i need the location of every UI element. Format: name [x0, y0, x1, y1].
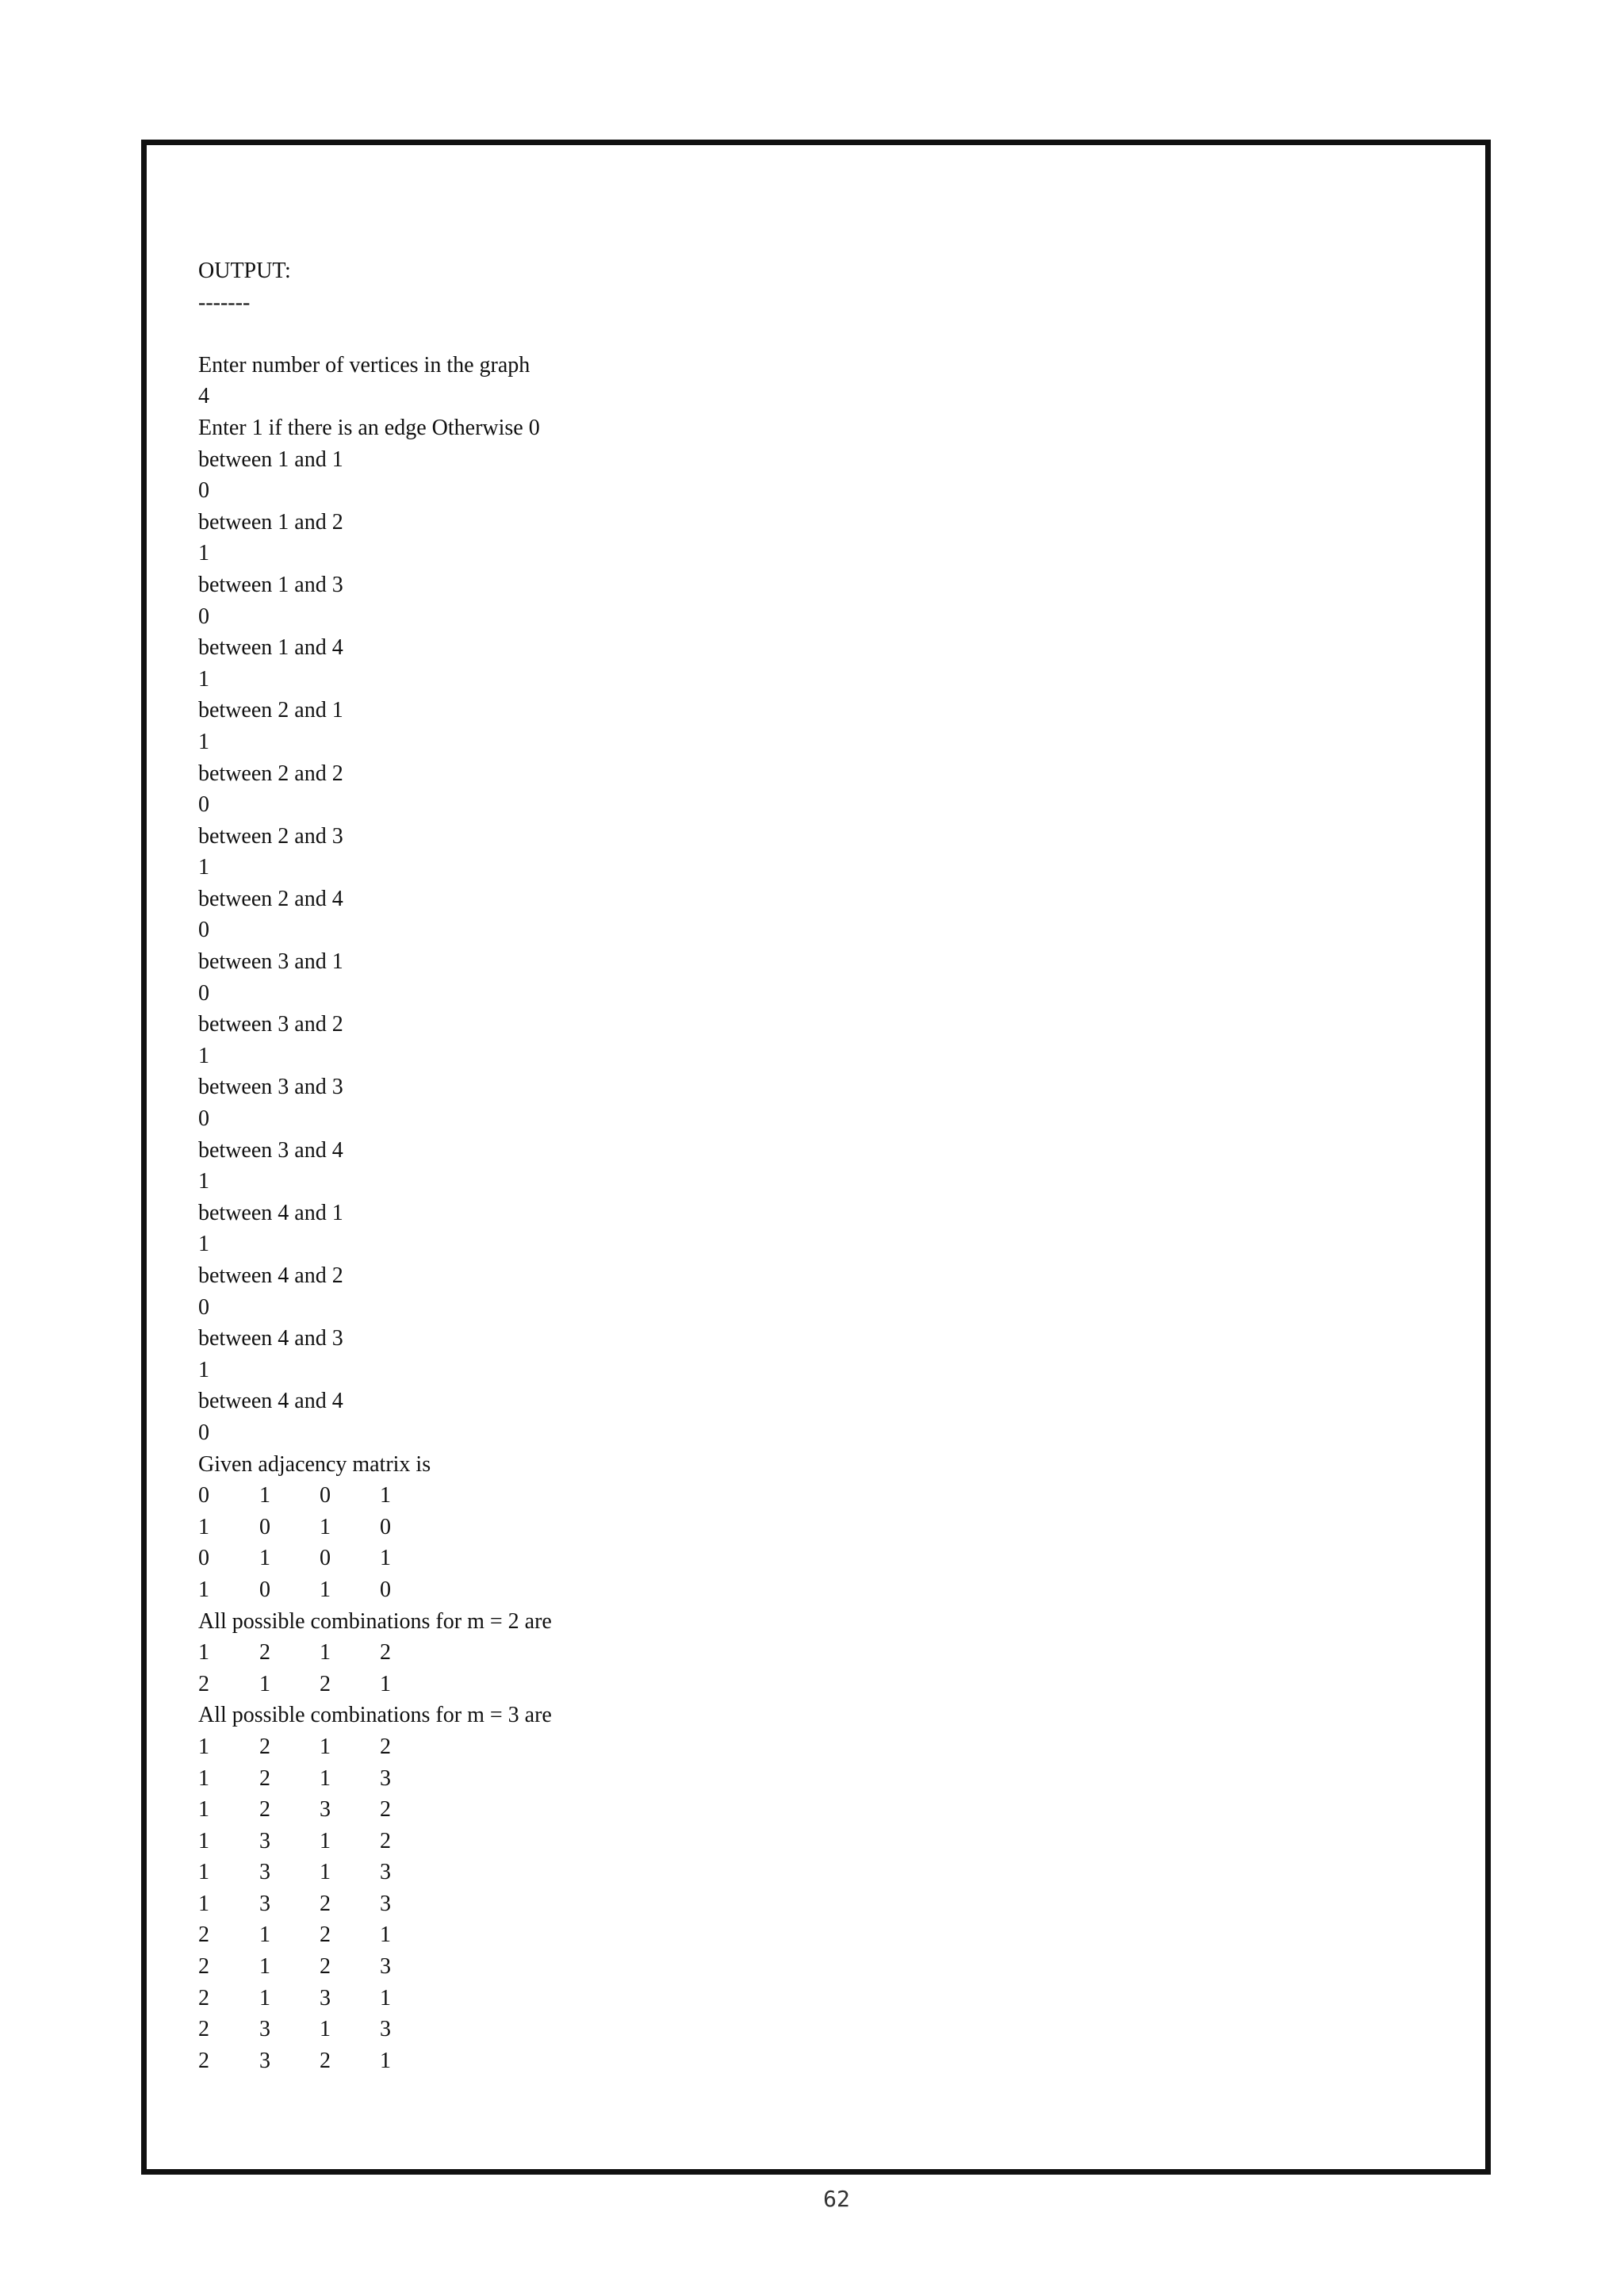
- m3-combinations: [198, 1731, 552, 2077]
- combination-row: [198, 1637, 552, 1669]
- cell: 1: [198, 1765, 209, 1791]
- edge-label: between 3 and 1: [198, 949, 343, 975]
- cell: 1: [198, 1797, 209, 1823]
- cell: 2: [320, 1891, 331, 1916]
- edge-label: between 4 and 4: [198, 1389, 343, 1414]
- edge-label: between 4 and 3: [198, 1326, 343, 1351]
- cell: 0: [380, 1577, 391, 1602]
- combination-row: [198, 1888, 552, 1920]
- cell: 1: [320, 1640, 331, 1665]
- cell: 1: [320, 1860, 331, 1885]
- edge-label: between 4 and 2: [198, 1263, 343, 1288]
- cell: 1: [380, 2048, 391, 2073]
- edge-value: 1: [198, 1043, 209, 1068]
- cell: 1: [259, 1546, 270, 1571]
- edge-label: between 3 and 4: [198, 1137, 343, 1163]
- cell: 3: [380, 1860, 391, 1885]
- edge-value: 1: [198, 1232, 209, 1257]
- edge-value: 1: [198, 1357, 209, 1382]
- cell: 1: [320, 1765, 331, 1791]
- edge-value: 0: [198, 1294, 209, 1320]
- cell: 2: [198, 1922, 209, 1948]
- cell: 1: [320, 1734, 331, 1759]
- cell: 2: [320, 1922, 331, 1948]
- cell: 0: [198, 1483, 209, 1508]
- matrix-row: [198, 1574, 552, 1606]
- cell: 0: [259, 1577, 270, 1602]
- matrix-row: [198, 1543, 552, 1574]
- cell: 1: [198, 1891, 209, 1916]
- cell: 0: [198, 1546, 209, 1571]
- adjacency-matrix: [198, 1480, 552, 1605]
- cell: 0: [320, 1483, 331, 1508]
- cell: 1: [320, 1514, 331, 1539]
- cell: 3: [320, 1985, 331, 2010]
- blank-line: [198, 318, 552, 350]
- edge-label: between 2 and 2: [198, 761, 343, 786]
- cell: 2: [320, 1954, 331, 1980]
- cell: 3: [259, 2017, 270, 2042]
- edge-label: between 3 and 2: [198, 1012, 343, 1037]
- cell: 2: [198, 1954, 209, 1980]
- cell: 1: [380, 1922, 391, 1948]
- edges-list: [198, 444, 552, 1449]
- cell: 1: [198, 1860, 209, 1885]
- combination-row: [198, 1731, 552, 1763]
- page-number: 62: [823, 2186, 850, 2212]
- combination-row: [198, 1669, 552, 1700]
- combination-row: [198, 1919, 552, 1951]
- cell: 1: [380, 1546, 391, 1571]
- cell: 2: [259, 1734, 270, 1759]
- combination-row: [198, 1983, 552, 2014]
- output-heading: OUTPUT:: [198, 259, 291, 283]
- cell: 1: [259, 1954, 270, 1980]
- cell: 2: [380, 1640, 391, 1665]
- edge-label: between 3 and 3: [198, 1075, 343, 1100]
- cell: 3: [380, 1765, 391, 1791]
- cell: 2: [198, 2048, 209, 2073]
- edge-value: 1: [198, 855, 209, 880]
- cell: 3: [259, 2048, 270, 2073]
- cell: 2: [198, 1985, 209, 2010]
- edge-label: between 1 and 2: [198, 509, 343, 535]
- cell: 1: [198, 1828, 209, 1853]
- cell: 1: [259, 1985, 270, 2010]
- edge-value: 1: [198, 541, 209, 566]
- combination-row: [198, 2045, 552, 2077]
- output-listing: [198, 255, 552, 2076]
- edge-value: 0: [198, 918, 209, 943]
- cell: 3: [259, 1828, 270, 1853]
- cell: 3: [380, 1954, 391, 1980]
- cell: 1: [380, 1985, 391, 2010]
- matrix-row: [198, 1512, 552, 1543]
- cell: 1: [320, 1577, 331, 1602]
- combination-row: [198, 2014, 552, 2045]
- edge-value: 0: [198, 1106, 209, 1132]
- matrix-row: [198, 1480, 552, 1512]
- heading-underline: -------: [198, 289, 251, 315]
- vertices-value: 4: [198, 384, 209, 409]
- cell: 2: [320, 1671, 331, 1696]
- cell: 3: [259, 1891, 270, 1916]
- edge-label: between 4 and 1: [198, 1200, 343, 1225]
- cell: 1: [259, 1671, 270, 1696]
- cell: 2: [259, 1797, 270, 1823]
- cell: 1: [198, 1514, 209, 1539]
- edge-value: 0: [198, 792, 209, 818]
- edge-value: 0: [198, 604, 209, 629]
- cell: 2: [380, 1797, 391, 1823]
- cell: 3: [259, 1860, 270, 1885]
- cell: 0: [259, 1514, 270, 1539]
- cell: 1: [198, 1640, 209, 1665]
- cell: 1: [259, 1922, 270, 1948]
- edge-label: between 1 and 4: [198, 635, 343, 661]
- vertices-prompt: Enter number of vertices in the graph: [198, 352, 530, 378]
- cell: 3: [380, 1891, 391, 1916]
- cell: 1: [198, 1734, 209, 1759]
- combination-row: [198, 1951, 552, 1983]
- m2-combinations: [198, 1637, 552, 1700]
- cell: 1: [380, 1483, 391, 1508]
- edge-label: between 1 and 1: [198, 447, 343, 472]
- cell: 2: [380, 1828, 391, 1853]
- cell: 1: [320, 1828, 331, 1853]
- edge-label: between 1 and 3: [198, 572, 343, 597]
- edge-prompt: Enter 1 if there is an edge Otherwise 0: [198, 415, 540, 440]
- edge-label: between 2 and 1: [198, 698, 343, 723]
- cell: 3: [320, 1797, 331, 1823]
- cell: 2: [259, 1765, 270, 1791]
- cell: 1: [380, 1671, 391, 1696]
- edge-value: 0: [198, 478, 209, 504]
- edge-label: between 2 and 4: [198, 886, 343, 911]
- cell: 3: [380, 2017, 391, 2042]
- combination-row: [198, 1763, 552, 1795]
- cell: 2: [198, 1671, 209, 1696]
- combination-row: [198, 1794, 552, 1826]
- m3-heading: All possible combinations for m = 3 are: [198, 1703, 552, 1728]
- cell: 1: [320, 2017, 331, 2042]
- edge-value: 0: [198, 1420, 209, 1445]
- matrix-heading: Given adjacency matrix is: [198, 1451, 431, 1477]
- combination-row: [198, 1857, 552, 1888]
- cell: 0: [320, 1546, 331, 1571]
- combination-row: [198, 1826, 552, 1857]
- m2-heading: All possible combinations for m = 2 are: [198, 1608, 552, 1634]
- cell: 1: [259, 1483, 270, 1508]
- cell: 2: [198, 2017, 209, 2042]
- edge-label: between 2 and 3: [198, 823, 343, 849]
- cell: 0: [380, 1514, 391, 1539]
- cell: 1: [198, 1577, 209, 1602]
- cell: 2: [259, 1640, 270, 1665]
- edge-value: 0: [198, 980, 209, 1006]
- cell: 2: [320, 2048, 331, 2073]
- edge-value: 1: [198, 1169, 209, 1194]
- edge-value: 1: [198, 729, 209, 754]
- edge-value: 1: [198, 666, 209, 692]
- cell: 2: [380, 1734, 391, 1759]
